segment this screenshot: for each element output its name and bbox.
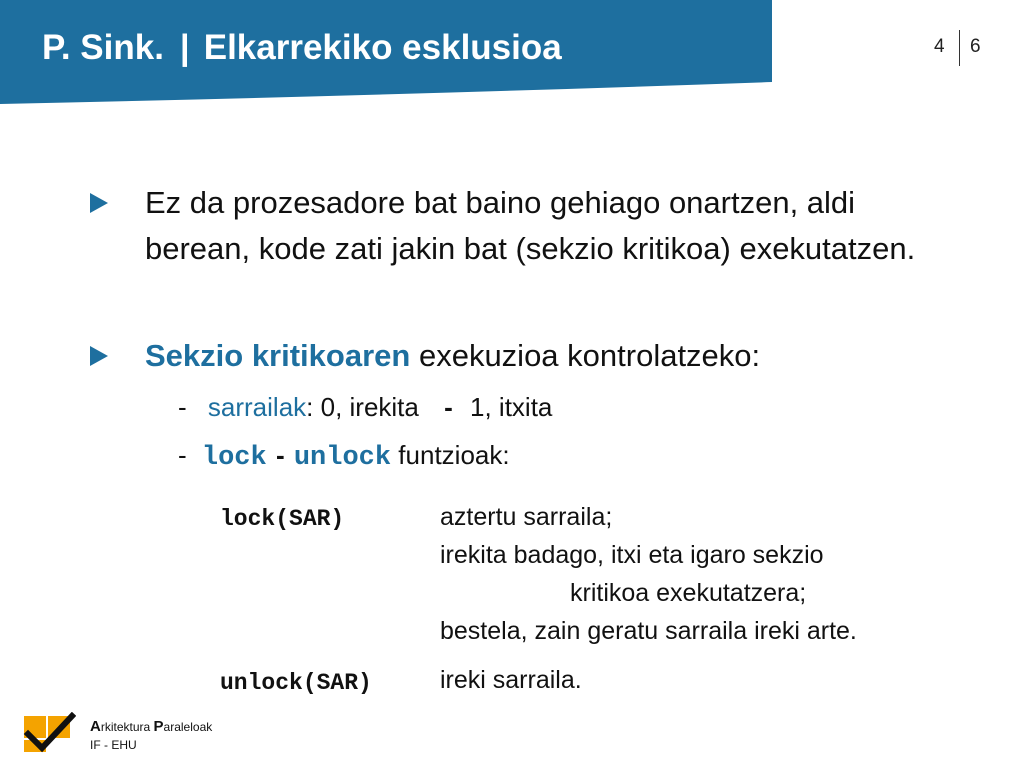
brand-initial-a: A	[90, 718, 101, 735]
bullet-2-highlight: Sekzio kritikoaren	[145, 338, 411, 373]
brand-word-2: araleloak	[163, 720, 213, 734]
title-text: Elkarrekiko esklusioa	[203, 28, 562, 67]
lock-line-4: bestela, zain geratu sarraila ireki arte.	[440, 617, 857, 645]
bullet-1-text: Ez da prozesadore bat baino gehiago onartzen, aldi berean, kode zati jakin bat (sekzio kritikoa) exekutatzen.	[145, 185, 916, 266]
bullet-arrow-icon	[90, 346, 108, 366]
sub-item-tail: 1, itxita	[470, 392, 553, 422]
footer-institution: IF - EHU	[90, 738, 137, 752]
dash: -	[178, 440, 187, 470]
sub-item-lock-unlock	[178, 440, 510, 473]
brand-word-1: rkitektura	[100, 720, 154, 734]
logo-check-icon	[22, 712, 76, 754]
page-total: 6	[970, 36, 981, 57]
brand-initial-p: P	[153, 718, 164, 735]
code-lock: lock	[201, 443, 267, 473]
course-label: P. Sink.	[42, 28, 164, 67]
dash: -	[178, 392, 187, 422]
sub-item-sarrailak	[178, 392, 552, 423]
bullet-arrow-icon	[90, 193, 108, 213]
code-unlock: unlock	[293, 443, 392, 473]
lock-line-2: irekita badago, itxi eta igaro sekzio	[440, 541, 824, 569]
lock-line-3: kritikoa exekutatzera;	[570, 579, 807, 607]
lock-line-1: aztertu sarraila;	[440, 503, 613, 531]
page-divider	[959, 30, 960, 66]
page-current: 4	[934, 36, 945, 57]
dash-separator: -	[275, 440, 285, 470]
dash-separator: -	[444, 392, 453, 422]
slide-title	[42, 28, 562, 68]
sub-item-rest: : 0, irekita	[306, 392, 419, 422]
sub-item-rest: funtzioak:	[391, 440, 510, 470]
unlock-signature: unlock(SAR)	[220, 670, 372, 696]
footer-brand	[90, 718, 212, 735]
title-separator: |	[179, 28, 190, 67]
unlock-line: ireki sarraila.	[440, 666, 582, 694]
bullet-2-text: exekuzioa kontrolatzeko:	[410, 338, 761, 373]
lock-signature: lock(SAR)	[220, 506, 345, 532]
bullet-2	[145, 333, 760, 379]
header-curve	[0, 78, 772, 104]
term-sarrailak: sarrailak	[207, 392, 307, 422]
